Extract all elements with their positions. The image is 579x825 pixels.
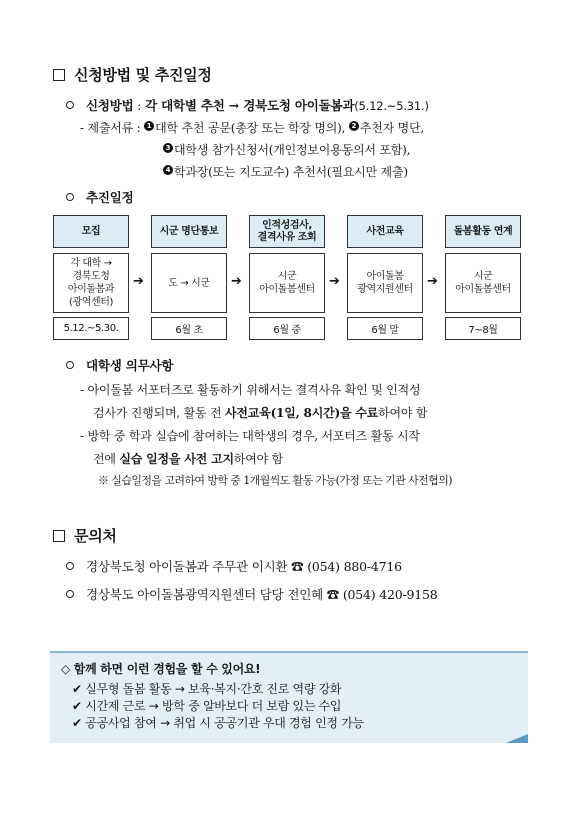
circle-bullet-icon [66, 101, 74, 109]
flow-step-4-date: 6월 말 [347, 317, 423, 340]
duty-line-2: 검사가 진행되며, 활동 전 사전교육(1일, 8시간)을 수료하여야 함 [93, 406, 428, 420]
phone-icon: ☎ [326, 587, 340, 602]
duty-note: ※ 실습일정을 고려하여 방학 중 1개월씩도 활동 가능(가정 또는 기관 사전협의) [98, 474, 452, 487]
flow-step-4-head: 사전교육 [347, 215, 423, 248]
arrow-right-icon: ➔ [329, 274, 340, 289]
circle-bullet-icon [66, 193, 74, 201]
check-icon: ✔ [72, 682, 82, 696]
benefit-item-2: ✔ 시간제 근로 → 방학 중 알바보다 더 보람 있는 수입 [72, 699, 342, 713]
number-4-icon: 4 [163, 165, 173, 175]
benefits-corner-decoration [506, 734, 528, 743]
arrow-right-icon: ➔ [427, 274, 438, 289]
submit-docs-line-1: - 제출서류 : 1 대학 추천 공문(총장 또는 학장 명의), 2 추천자 명단, [80, 121, 425, 135]
flow-step-1-head: 모집 [53, 215, 129, 248]
number-3-icon: 3 [163, 143, 173, 153]
benefits-top-rule [50, 651, 528, 653]
checkbox-square-icon [53, 69, 65, 81]
phone-icon: ☎ [291, 559, 304, 574]
duty-line-4: 전에 실습 일정을 사전 고지하여야 함 [93, 452, 284, 466]
student-duty-label-line: 대학생 의무사항 [66, 356, 173, 374]
flow-step-1-date: 5.12.~5.30. [53, 317, 129, 340]
flow-step-5-body: 시군 아이돌봄센터 [445, 253, 521, 313]
section-title-apply: 신청방법 및 추진일정 [53, 64, 212, 85]
benefit-item-1: ✔ 실무형 돌봄 활동 → 보육·복지·간호 진로 역량 강화 [72, 682, 342, 696]
submit-docs-line-3: 4 학과장(또는 지도교수) 추천서(필요시만 제출) [163, 163, 408, 180]
flow-step-2-head: 시군 명단통보 [151, 215, 227, 248]
flow-step-1-body: 각 대학 → 경북도청 아이돌봄과 (광역센터) [53, 253, 129, 313]
duty-line-3: - 방학 중 학과 실습에 참여하는 대학생의 경우, 서포터즈 활동 시작 [80, 429, 420, 443]
flow-step-3-head: 인적성검사, 결격사유 조회 [249, 215, 325, 248]
contact-line-1: 경상북도청 아이돌봄과 주무관 이시환 ☎ (054) 880-4716 [66, 557, 402, 575]
schedule-label-line: 추진일정 [66, 188, 134, 206]
arrow-right-icon: ➔ [231, 274, 242, 289]
check-icon: ✔ [72, 716, 82, 730]
flow-step-3-date: 6월 중 [249, 317, 325, 340]
number-2-icon: 2 [349, 121, 359, 131]
flow-step-5-head: 돌봄활동 연계 [445, 215, 521, 248]
number-1-icon: 1 [144, 121, 154, 131]
benefit-item-3: ✔ 공공사업 참여 → 취업 시 공공기관 우대 경험 인정 가능 [72, 716, 364, 730]
circle-bullet-icon [66, 590, 74, 598]
section-title-contact: 문의처 [53, 525, 117, 546]
apply-method-line: 신청방법 : 각 대학별 추천 → 경북도청 아이돌봄과(5.12.~5.31.) [66, 96, 429, 114]
flow-step-3-body: 시군 아이돌봄센터 [249, 253, 325, 313]
contact-line-2: 경상북도 아이돌봄광역지원센터 담당 전인혜 ☎ (054) 420-9158 [66, 585, 438, 603]
benefits-box [50, 651, 528, 743]
flow-step-4-body: 아이돌봄 광역지원센터 [347, 253, 423, 313]
flow-step-2-date: 6월 초 [151, 317, 227, 340]
flow-step-5-date: 7~8월 [445, 317, 521, 340]
circle-bullet-icon [66, 562, 74, 570]
flow-step-2-body: 도 → 시군 [151, 253, 227, 313]
benefits-title: ◇ 함께 하면 이런 경험을 할 수 있어요! [61, 662, 261, 676]
check-icon: ✔ [72, 699, 82, 713]
checkbox-square-icon [53, 530, 65, 542]
arrow-right-icon: ➔ [133, 274, 144, 289]
submit-docs-line-2: 3 대학생 참가신청서(개인정보이용동의서 포함), [163, 141, 410, 158]
circle-bullet-icon [66, 361, 74, 369]
duty-line-1: - 아이돌봄 서포터즈로 활동하기 위해서는 결격사유 확인 및 인적성 [80, 383, 421, 397]
